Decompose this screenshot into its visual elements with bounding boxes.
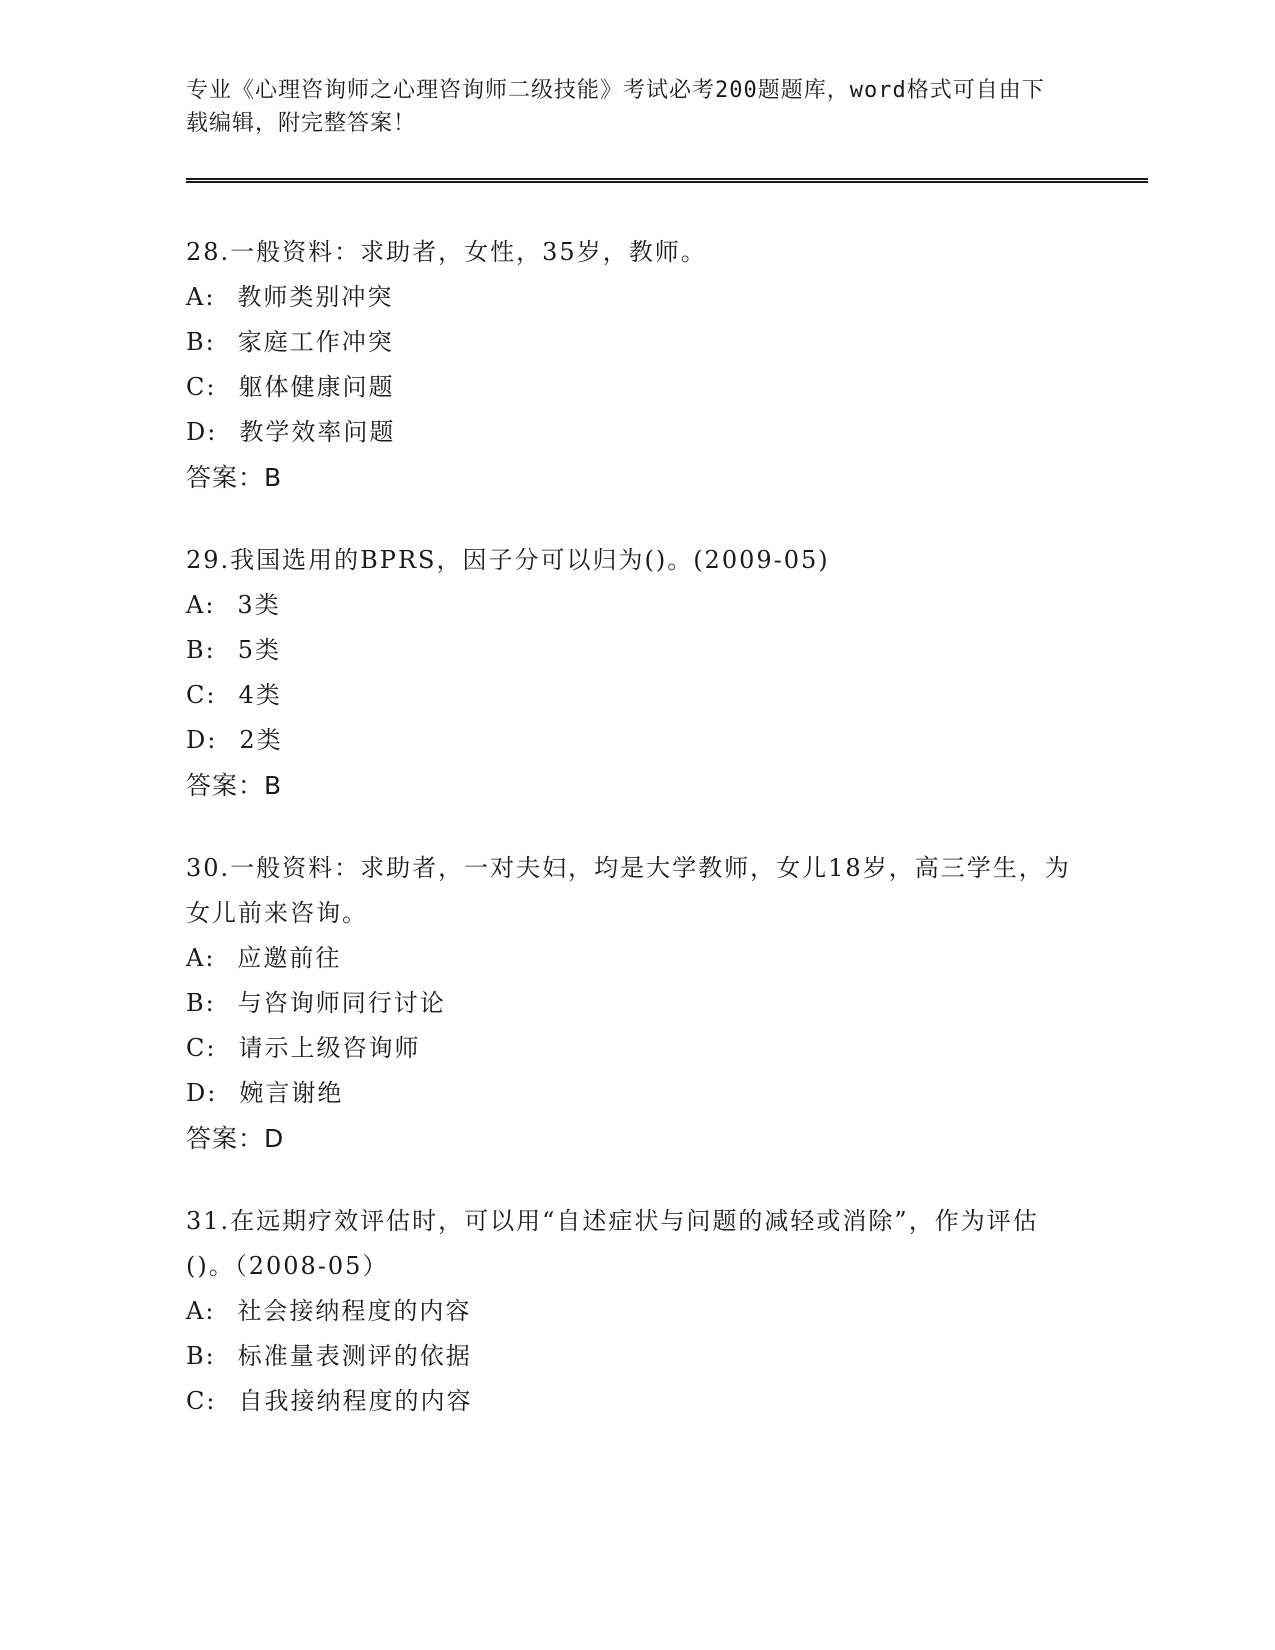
option-text: 请示上级咨询师 [238, 1034, 421, 1062]
option-text: 自我接纳程度的内容 [238, 1387, 473, 1415]
option-letter: D: [186, 418, 218, 446]
option-c [186, 1026, 1086, 1071]
option-letter: A: [186, 944, 216, 972]
option-letter: C: [186, 373, 217, 401]
answer-line: 答案：D [186, 1124, 285, 1153]
option-text: 婉言谢绝 [239, 1079, 344, 1107]
option-text: 5类 [237, 636, 282, 664]
option-letter: D: [186, 1079, 218, 1107]
option-text: 家庭工作冲突 [237, 328, 394, 356]
option-letter: C: [186, 1387, 217, 1415]
option-b [186, 1334, 1086, 1379]
option-c [186, 1379, 1086, 1424]
option-letter: A: [186, 591, 216, 619]
option-b [186, 628, 1086, 673]
question-list [186, 230, 1086, 1462]
question-30 [186, 846, 1086, 1161]
question-stem: 29.我国选用的BPRS，因子分可以归为()。(2009-05) [186, 546, 830, 574]
option-text: 2类 [239, 726, 283, 754]
option-a [186, 583, 1086, 628]
option-text: 教学效率问题 [239, 418, 396, 446]
option-letter: A: [186, 1297, 216, 1325]
option-a [186, 275, 1086, 320]
option-text: 躯体健康问题 [238, 373, 395, 401]
option-letter: D: [186, 726, 218, 754]
option-letter: B: [186, 989, 216, 1017]
option-text: 教师类别冲突 [237, 283, 394, 311]
option-a [186, 1289, 1086, 1334]
question-stem: 28.一般资料：求助者，女性，35岁，教师。 [186, 238, 707, 266]
option-text: 应邀前往 [237, 944, 342, 972]
option-letter: A: [186, 283, 216, 311]
option-letter: B: [186, 1342, 216, 1370]
option-b [186, 320, 1086, 365]
question-31 [186, 1199, 1086, 1424]
option-a [186, 936, 1086, 981]
option-c [186, 365, 1086, 410]
option-letter: C: [186, 1034, 217, 1062]
header-double-rule [186, 178, 1148, 183]
option-d [186, 410, 1086, 455]
option-letter: C: [186, 681, 217, 709]
question-stem: 31.在远期疗效评估时，可以用“自述症状与问题的减轻或消除”，作为评估()。（2008-05） [186, 1207, 1039, 1280]
option-d [186, 718, 1086, 763]
option-d [186, 1071, 1086, 1116]
question-stem: 30.一般资料：求助者，一对夫妇，均是大学教师，女儿18岁，高三学生，为女儿前来咨询。 [186, 854, 1071, 927]
option-letter: B: [186, 636, 216, 664]
question-29 [186, 538, 1086, 808]
option-text: 与咨询师同行讨论 [237, 989, 446, 1017]
option-c [186, 673, 1086, 718]
answer-line: 答案：B [186, 771, 283, 800]
option-text: 4类 [238, 681, 282, 709]
option-b [186, 981, 1086, 1026]
question-28 [186, 230, 1086, 500]
answer-line: 答案：B [186, 463, 283, 492]
document-header: 专业《心理咨询师之心理咨询师二级技能》考试必考200题题库，word格式可自由下载编辑，附完整答案！ [186, 78, 1045, 136]
option-letter: B: [186, 328, 216, 356]
option-text: 3类 [237, 591, 281, 619]
option-text: 社会接纳程度的内容 [237, 1297, 472, 1325]
option-text: 标准量表测评的依据 [237, 1342, 472, 1370]
